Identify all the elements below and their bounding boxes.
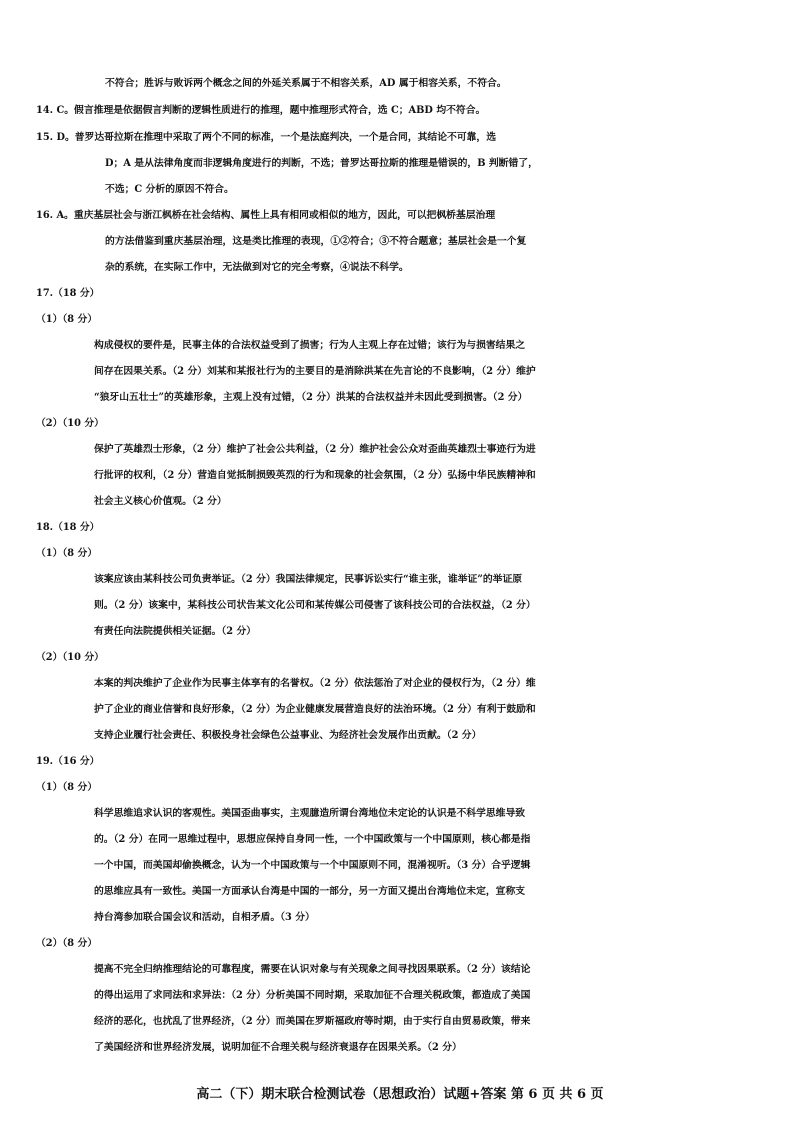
text-line: 科学思维追求认识的客观性。美国歪曲事实，主观臆造所谓台湾地位未定论的认识是不科学思维导致 <box>94 808 526 819</box>
text-line: 有责任向法院提供相关证据。（2 分） <box>94 626 257 637</box>
text-line: 护了企业的商业信誉和良好形象，（2 分）为企业健康发展营造良好的法治环境。（2 分）有利于鼓励和 <box>94 704 536 715</box>
subquestion-heading: （1）（8 分） <box>36 314 98 325</box>
answer-14: 14. C。假言推理是依据假言判断的逻辑性质进行的推理，题中推理形式符合，选 C；ABD 均不符合。 <box>36 105 486 116</box>
answer-15: 15. D。普罗达哥拉斯在推理中采取了两个不同的标准，一个是法庭判决，一个是合同，其结论不可靠，选 <box>36 132 497 143</box>
text-line: 支持企业履行社会责任、积极投身社会绿色公益事业、为经济社会发展作出贡献。（2 分） <box>94 730 482 741</box>
text-line: 构成侵权的要件是，民事主体的合法权益受到了损害；行为人主观上存在过错；该行为与损害结果之 <box>94 340 526 351</box>
text-line: 的得出运用了求同法和求异法：（2 分）分析美国不同时期，采取加征不合理关税政策，都造成了美国 <box>94 990 531 1001</box>
text-line: 不选；C 分析的原因不符合。 <box>105 184 234 195</box>
text-line: D；A 是从法律角度而非逻辑角度进行的判断，不选；普罗达哥拉斯的推理是错误的，B 判断错了， <box>105 158 538 169</box>
subquestion-heading: （1）（8 分） <box>36 782 98 793</box>
question-18-heading: 18.（18 分） <box>36 522 100 533</box>
subquestion-heading: （2）（10 分） <box>36 418 104 429</box>
text-line: 该案应该由某科技公司负责举证。（2 分）我国法律规定，民事诉讼实行“谁主张，谁举证”的举证原 <box>94 574 523 585</box>
text-line: 则。（2 分）该案中，某科技公司状告某文化公司和某传媒公司侵害了该科技公司的合法权益，（2 分） <box>94 600 536 611</box>
text-line: 行批评的权利，（2 分）营造自觉抵制损毁英烈的行为和现象的社会氛围，（2 分）弘扬中华民族精神和 <box>94 470 536 481</box>
answer-16: 16. A。重庆基层社会与浙江枫桥在社会结构、属性上具有相同或相似的地方，因此，可以把枫桥基层治理 <box>36 210 496 221</box>
text-line: 一个中国，而美国却偷换概念，认为一个中国政策与一个中国原则不同，混淆视听。（3 分）合乎逻辑 <box>94 860 531 871</box>
text-line: 本案的判决维护了企业作为民事主体享有的名誉权。（2 分）依法惩治了对企业的侵权行为，（2 分）维 <box>94 678 536 689</box>
question-17-heading: 17.（18 分） <box>36 288 100 299</box>
text-line: 不符合；胜诉与败诉两个概念之间的外延关系属于不相容关系，AD 属于相容关系，不符合。 <box>105 78 507 89</box>
page-footer: 高二（下）期末联合检测试卷（思想政治）试题+答案 第 6 页 共 6 页 <box>196 1087 604 1102</box>
question-19-heading: 19.（16 分） <box>36 756 100 767</box>
text-line: 间存在因果关系。（2 分）刘某和某报社行为的主要目的是消除洪某在先言论的不良影响，（2 分）维护 <box>94 366 536 377</box>
text-line: 的方法借鉴到重庆基层治理，这是类比推理的表现，①②符合；③不符合题意；基层社会是一个复 <box>105 236 527 247</box>
subquestion-heading: （2）（8 分） <box>36 938 98 949</box>
subquestion-heading: （1）（8 分） <box>36 548 98 559</box>
text-line: 的。（2 分）在同一思维过程中，思想应保持自身同一性，一个中国政策与一个中国原则，核心都是指 <box>94 834 531 845</box>
text-line: 杂的系统，在实际工作中，无法做到对它的完全考察，④说法不科学。 <box>105 262 409 273</box>
text-line: 了美国经济和世界经济发展，说明加征不合理关税与经济衰退存在因果关系。（2 分） <box>94 1042 462 1053</box>
text-line: 保护了英雄烈士形象，（2 分）维护了社会公共利益，（2 分）维护社会公众对歪曲英雄烈士事迹行为进 <box>94 444 536 455</box>
subquestion-heading: （2）（10 分） <box>36 652 104 663</box>
text-line: “狼牙山五壮士”的英雄形象，主观上没有过错，（2 分）洪某的合法权益并未因此受到损害。（2 分） <box>94 392 528 403</box>
text-line: 的思维应具有一致性。美国一方面承认台湾是中国的一部分，另一方面又提出台湾地位未定，宣称支 <box>94 886 526 897</box>
text-line: 社会主义核心价值观。（2 分） <box>94 496 227 507</box>
text-line: 提高不完全归纳推理结论的可靠程度，需要在认识对象与有关现象之间寻找因果联系。（2 分）该结论 <box>94 964 531 975</box>
text-line: 经济的恶化，也扰乱了世界经济，（2 分）而美国在罗斯福政府等时期，由于实行自由贸易政策，带来 <box>94 1016 531 1027</box>
text-line: 持台湾参加联合国会议和活动，自相矛盾。（3 分） <box>94 912 315 923</box>
